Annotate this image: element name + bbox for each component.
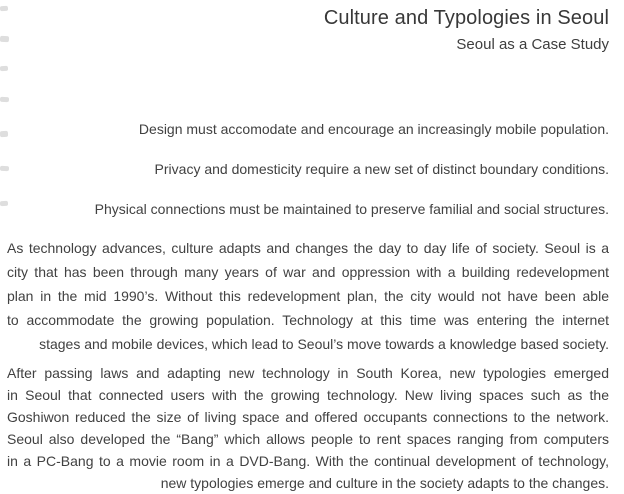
paragraph-line: Seoul also developed the “Bang” which allows people to rent spaces ranging from computers [7, 431, 609, 447]
paragraph-line: city that has been through many years of war and oppression with a building redevelopment [7, 264, 609, 280]
paragraph-line: As technology advances, culture adapts and changes the day to day life of society. Seoul is a [7, 240, 609, 256]
paragraph-line: new typologies emerge and culture in the society adapts to the changes. [160, 475, 609, 491]
paragraph-line: After passing laws and adapting new technology in South Korea, new typologies emerged [7, 365, 609, 381]
statement-line: Privacy and domesticity require a new set of distinct boundary conditions. [154, 161, 609, 177]
paragraph-line: plan in the mid 1990’s. Without this redevelopment plan, the city would not have been able [7, 288, 609, 304]
statement-line: Physical connections must be maintained to preserve familial and social structures. [94, 201, 609, 217]
page-subtitle: Seoul as a Case Study [456, 36, 609, 53]
scan-artifact-mark [0, 201, 8, 206]
scan-artifact-mark [0, 131, 8, 137]
paragraph-line: in Seoul that connected users with the growing technology. New living spaces such as the [7, 387, 609, 403]
scan-artifact-mark [0, 166, 9, 171]
scan-artifact-mark [0, 66, 8, 71]
paragraph-line: stages and mobile devices, which lead to Seoul’s move towards a knowledge based society. [39, 336, 609, 352]
page-title: Culture and Typologies in Seoul [323, 7, 609, 29]
paragraph-line: to accommodate the growing population. Technology at this time was entering the internet [7, 312, 609, 328]
paragraph-line: in a PC-Bang to a movie room in a DVD-Bang. With the continual development of technology, [7, 453, 609, 469]
paragraph-line: Goshiwon reduced the size of living space and offered occupants connections to the network. [7, 409, 609, 425]
paragraph-technology-adapts [7, 236, 609, 356]
paragraph-new-typologies [7, 362, 609, 494]
scan-artifact-mark [0, 6, 8, 12]
statement-line: Design must accomodate and encourage an increasingly mobile population. [138, 121, 609, 137]
scan-artifact-mark [0, 97, 9, 102]
scan-artifact-mark [0, 36, 9, 42]
thesis-statements [7, 117, 609, 221]
